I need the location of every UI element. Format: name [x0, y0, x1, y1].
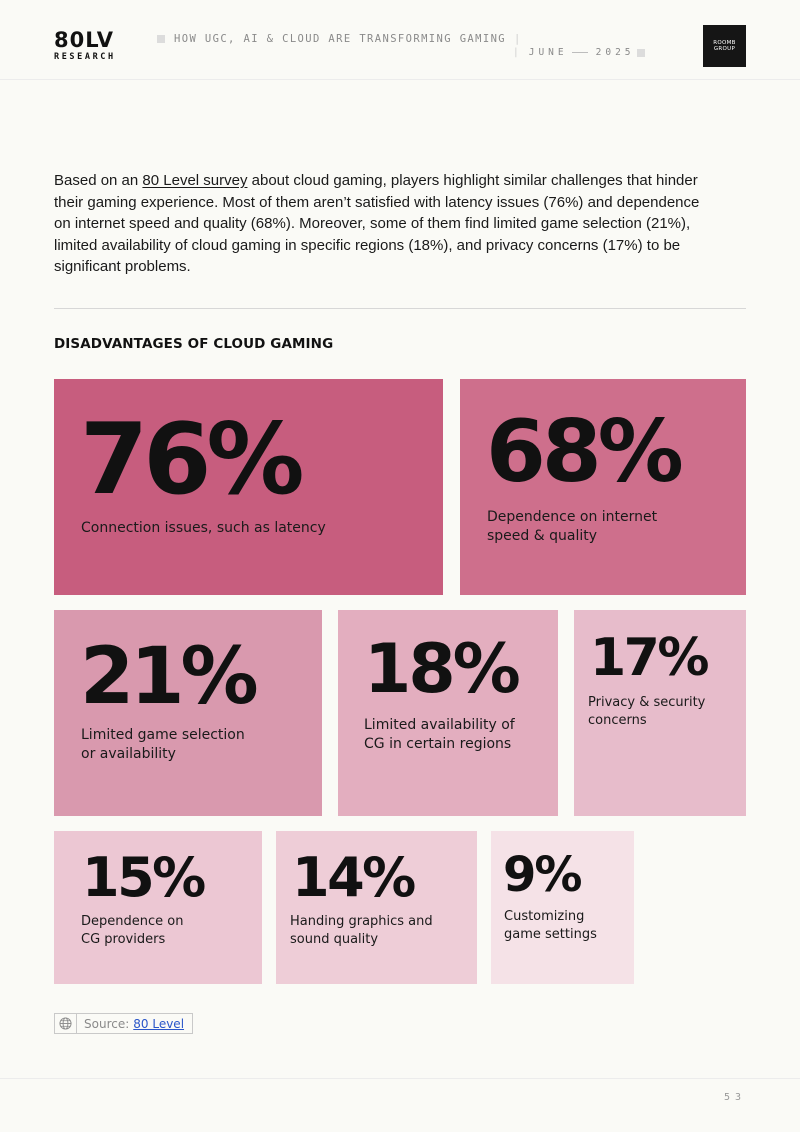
stat-label-line1: Connection issues, such as latency: [81, 520, 326, 536]
logo: [54, 30, 116, 62]
partner-logo: [703, 25, 746, 67]
report-date: [513, 47, 645, 58]
stat-label: [364, 716, 515, 754]
intro-paragraph: [54, 170, 704, 278]
stat-card-internet: [460, 379, 746, 595]
stat-card-regions: [338, 610, 558, 816]
stat-value: 76%: [80, 403, 300, 517]
survey-link[interactable]: 80 Level survey: [142, 172, 248, 189]
date-month: JUNE: [528, 47, 568, 58]
stat-card-game-selection: [54, 610, 322, 816]
partner-logo-line2: GROUP: [713, 46, 736, 52]
stat-label: [588, 694, 705, 730]
stat-label: [290, 913, 433, 949]
logo-subtitle: RESEARCH: [54, 52, 116, 62]
divider: |: [513, 47, 523, 58]
stat-card-latency: [54, 379, 443, 595]
stat-label-line1: Limited availability of: [364, 717, 515, 733]
partner-logo-line1: ROOMB: [713, 39, 736, 46]
report-title: [157, 33, 522, 45]
logo-mark: 80LV: [54, 28, 114, 52]
date-year: 2025: [595, 47, 635, 58]
stat-value: 21%: [80, 632, 255, 722]
page-header: [0, 0, 800, 80]
section-title: DISADVANTAGES OF CLOUD GAMING: [54, 336, 334, 352]
stat-label: [504, 908, 597, 944]
report-title-text: HOW UGC, AI & CLOUD ARE TRANSFORMING GAMING: [174, 33, 507, 45]
stat-label-line1: Limited game selection: [81, 727, 245, 743]
square-icon: [637, 49, 645, 57]
stat-card-graphics: [276, 831, 477, 984]
stat-label-line2: concerns: [588, 713, 647, 728]
stat-label-line2: game settings: [504, 927, 597, 942]
divider: |: [514, 33, 522, 45]
intro-text-end: about cloud gaming, players highlight similar challenges that hinder their gaming experience. Most of them aren’t satisfied with latency issues (76%) and dependence on internet speed and quality (68%). Moreover, some of them find limited game selection (21%), limited availability of cloud gaming in specific regions (18%), and privacy concerns (17%) to be significant problems.: [54, 172, 700, 275]
stat-card-privacy: [574, 610, 746, 816]
stat-label-line2: speed & quality: [487, 528, 598, 544]
stat-card-providers: [54, 831, 262, 984]
stat-label-line2: or availability: [81, 746, 176, 762]
source-note: [54, 1013, 193, 1034]
stat-label-line2: CG in certain regions: [364, 736, 512, 752]
stat-value: 68%: [486, 402, 680, 502]
stat-label: [81, 726, 245, 764]
stat-value: 9%: [503, 847, 581, 903]
stat-label-line1: Customizing: [504, 909, 585, 924]
stat-value: 18%: [364, 630, 518, 709]
source-link[interactable]: 80 Level: [133, 1016, 185, 1031]
stat-card-settings: [491, 831, 634, 984]
globe-icon: [55, 1014, 77, 1033]
stat-label-line1: Handing graphics and: [290, 914, 433, 929]
source-label: Source:: [84, 1016, 130, 1031]
date-dash: [572, 52, 588, 53]
stat-label: [81, 519, 326, 538]
section-divider: [54, 308, 746, 309]
stat-label-line2: CG providers: [81, 932, 166, 947]
square-icon: [157, 35, 165, 43]
stat-label-line2: sound quality: [290, 932, 379, 947]
stat-value: 17%: [590, 628, 707, 688]
stat-label-line1: Privacy & security: [588, 695, 706, 710]
page-number: 53: [724, 1092, 747, 1103]
stat-label: [81, 913, 183, 949]
stat-label: [487, 508, 657, 546]
stat-label-line1: Dependence on: [81, 914, 184, 929]
intro-text-start: Based on an: [54, 172, 143, 189]
stat-value: 15%: [82, 846, 204, 909]
stat-value: 14%: [292, 846, 414, 909]
footer-divider: [0, 1078, 800, 1079]
stat-label-line1: Dependence on internet: [487, 509, 658, 525]
